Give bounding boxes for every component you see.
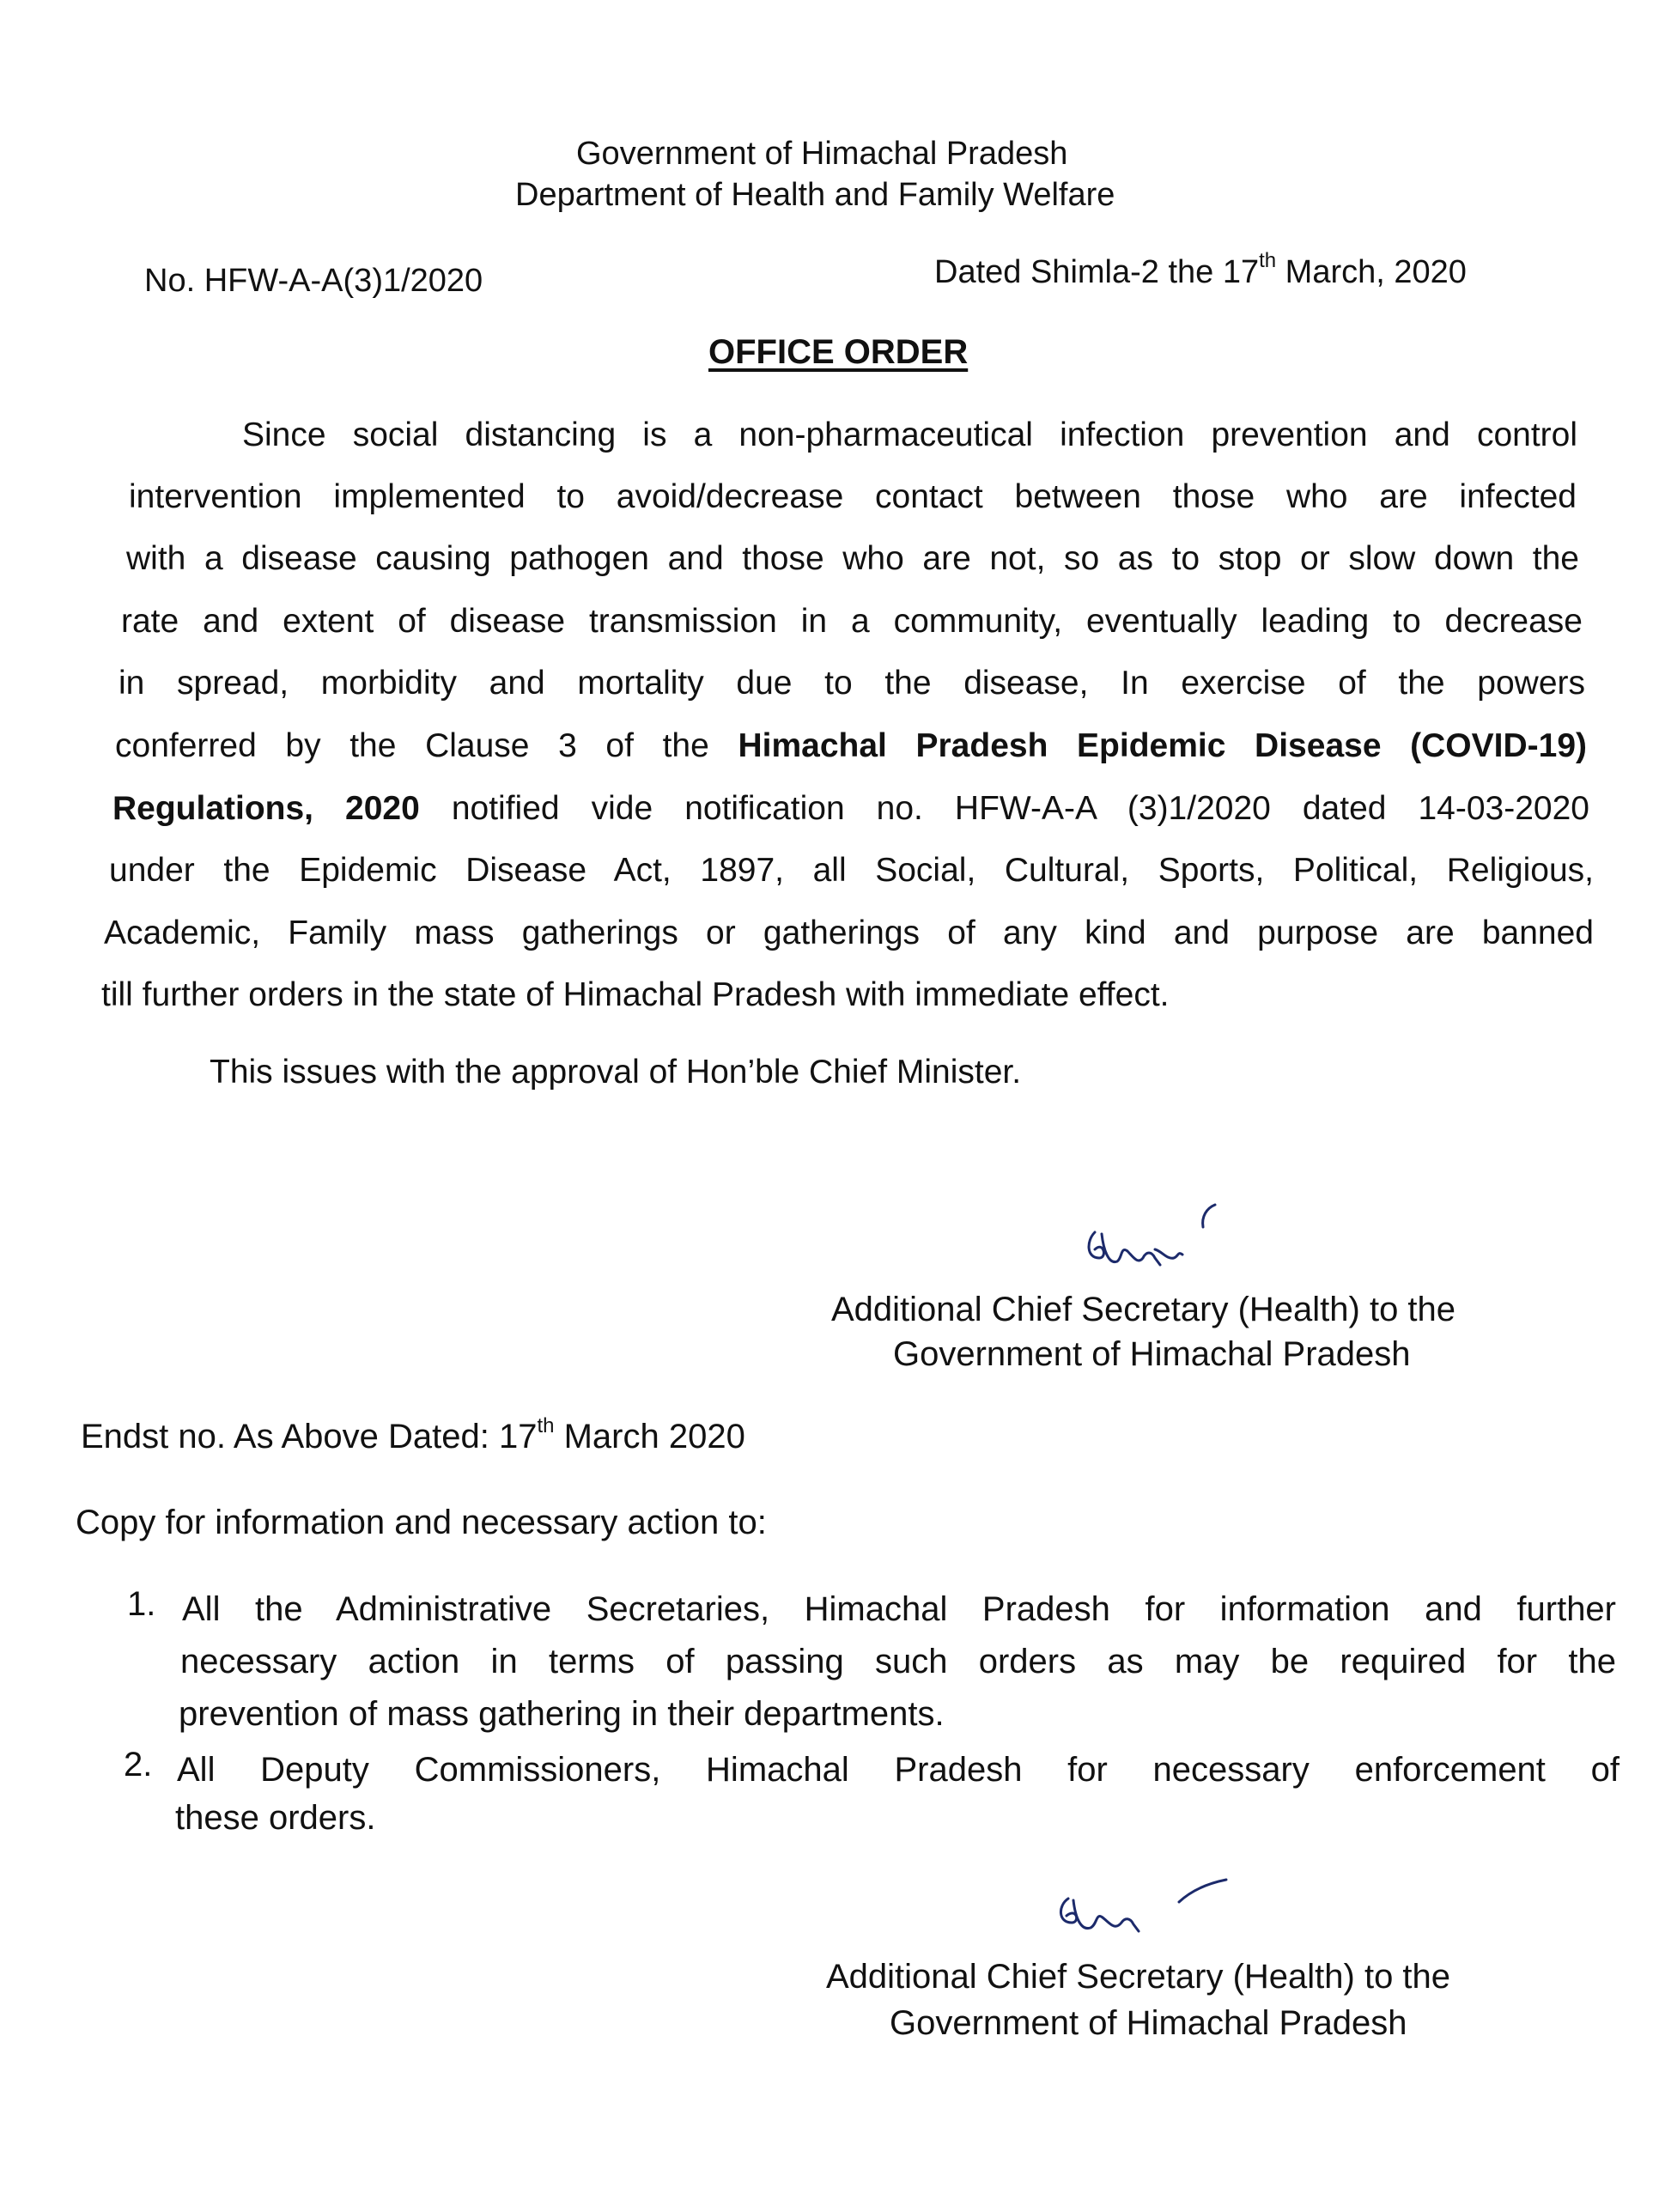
reference-date-sup: th — [1259, 249, 1277, 273]
reference-date-prefix: Dated Shimla-2 the 17 — [934, 254, 1260, 290]
recipient-number: 1. — [127, 1585, 156, 1623]
paragraph-line: till further orders in the state of Himachal Pradesh with immediate effect. — [101, 976, 1170, 1013]
header-government: Government of Himachal Pradesh — [576, 136, 1068, 172]
recipient-number: 2. — [124, 1746, 153, 1784]
endorsement-sup: th — [537, 1413, 555, 1437]
document-title: OFFICE ORDER — [708, 333, 969, 371]
paragraph-line — [115, 726, 1587, 767]
paragraph-line: with a disease causing pathogen and those who are not, so as to stop or slow down the — [126, 540, 1579, 577]
signature-1 — [1078, 1198, 1224, 1284]
paragraph-line: under the Epidemic Disease Act, 1897, all Social, Cultural, Sports, Political, Religious, — [109, 852, 1594, 889]
recipient-line: these orders. — [175, 1799, 376, 1837]
paragraph-line: in spread, morbidity and mortality due to the disease, In exercise of the powers — [118, 665, 1585, 702]
paragraph-line: intervention implemented to avoid/decrease contact between those who are infected — [129, 478, 1577, 515]
signatory-2-title: Additional Chief Secretary (Health) to the — [826, 1958, 1451, 1996]
approval-statement: This issues with the approval of Hon’ble Chief Minister. — [210, 1054, 1022, 1091]
recipient-line: prevention of mass gathering in their departments. — [179, 1695, 945, 1733]
signatory-1-organisation: Government of Himachal Pradesh — [893, 1335, 1411, 1373]
recipient-line: All Deputy Commissioners, Himachal Pradesh for necessary enforcement of — [177, 1751, 1620, 1789]
paragraph-line: rate and extent of disease transmission in a community, eventually leading to decrease — [121, 603, 1583, 640]
reference-number: No. HFW-A-A(3)1/2020 — [144, 263, 483, 299]
endorsement-suffix: March 2020 — [554, 1418, 745, 1455]
regulation-year: Regulations, 2020 — [112, 790, 420, 827]
header-department: Department of Health and Family Welfare — [515, 177, 1115, 213]
paragraph-text: notified vide notification no. HFW-A-A (3)1/2020 dated 14-03-2020 — [419, 790, 1589, 827]
endorsement-line — [81, 1415, 745, 1458]
paragraph-line — [112, 788, 1589, 830]
recipient-line: necessary action in terms of passing such orders as may be required for the — [180, 1643, 1616, 1680]
paragraph-text: conferred by the Clause 3 of the — [115, 727, 738, 764]
recipient-line: All the Administrative Secretaries, Himachal Pradesh for information and further — [182, 1590, 1616, 1628]
endorsement-prefix: Endst no. As Above Dated: 17 — [81, 1418, 538, 1455]
regulation-name: Himachal Pradesh Epidemic Disease (COVID-19) — [738, 727, 1588, 764]
paragraph-line: Since social distancing is a non-pharmaceutical infection prevention and control — [242, 416, 1577, 453]
reference-date-suffix: March, 2020 — [1276, 254, 1467, 290]
signature-2 — [1046, 1868, 1235, 1949]
paragraph-line: Academic, Family mass gatherings or gatherings of any kind and purpose are banned — [104, 915, 1594, 951]
signatory-2-organisation: Government of Himachal Pradesh — [890, 2004, 1407, 2042]
reference-date — [934, 249, 1467, 293]
signatory-1-title: Additional Chief Secretary (Health) to the — [831, 1291, 1456, 1328]
copy-intro: Copy for information and necessary action to: — [76, 1504, 767, 1541]
